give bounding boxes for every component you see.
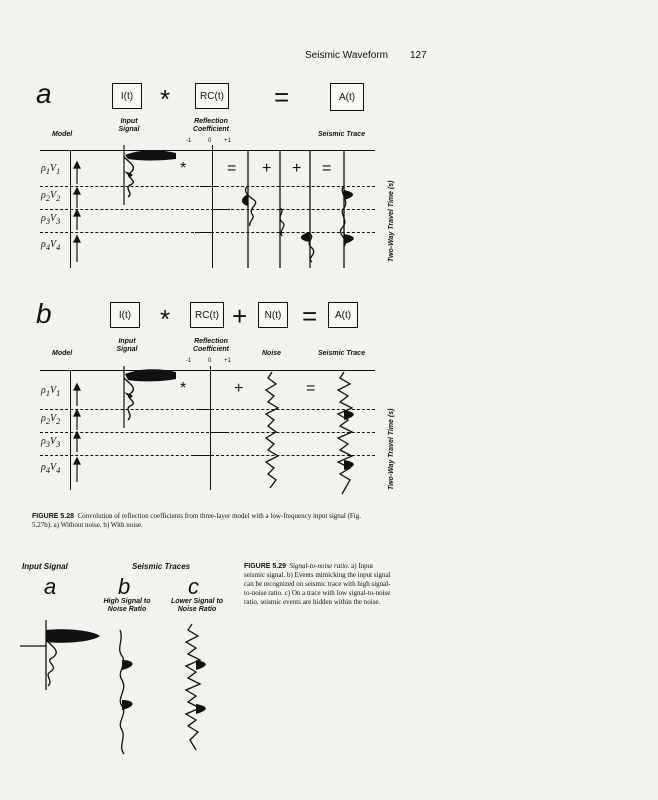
col-reflection-coefficient-b: Reflection Coefficient [192, 338, 230, 353]
model-arrows-b [72, 370, 82, 490]
col-model: Model [52, 131, 73, 138]
rc-spike-b1 [198, 409, 214, 410]
component-traces-a [240, 150, 360, 270]
caption-fig-5-28 [32, 512, 372, 530]
caption-fig-5-29 [244, 562, 394, 607]
layer-4-label: $\rho_4V_4$ [41, 239, 61, 252]
col-input-signal-b: Input Signal [116, 338, 138, 353]
rc-axis-b [210, 366, 211, 490]
panel-letter-b: b [36, 298, 52, 329]
page-number: 127 [410, 50, 427, 61]
row-op-convolve-b: * [180, 380, 187, 397]
row-op-equals-2: = [322, 160, 332, 177]
caption-5-29-text: a) Input seismic signal. b) Events mimicking the input signal can be recognized on seismic trace with high signal-to-noise ratio. c) On a trace with low signal-to-noise ratio, seismic events are hidden within the noise. [244, 562, 391, 606]
rc-scale-zero-b: 0 [208, 358, 212, 364]
output-box: A(t) [330, 83, 364, 111]
output-box-b: A(t) [328, 302, 358, 328]
rc-spike-b2 [210, 432, 228, 433]
equals-operator-b: = [302, 301, 318, 331]
col-seismic-trace-b: Seismic Trace [318, 350, 365, 357]
rc-scale-zero: 0 [208, 138, 212, 144]
col-noise: Noise [262, 350, 282, 357]
rc-scale-max: +1 [224, 138, 231, 144]
row-op-plus-2: + [292, 160, 302, 177]
rc-box-b: RC(t) [190, 302, 224, 328]
rc-scale-max-b: +1 [224, 358, 231, 364]
layer-1-label: $\rho_1V_1$ [41, 163, 61, 176]
rc-spike-b3 [194, 455, 210, 456]
fig529-letter-c: c [188, 574, 199, 599]
caption-5-29-label: FIGURE 5.29 [244, 563, 287, 570]
model-divider-b [70, 370, 71, 490]
convolve-operator-b: * [160, 304, 171, 334]
fig529-traces [20, 600, 240, 760]
input-signal-box: I(t) [112, 83, 142, 109]
layer-3-label: $\rho_3V_3$ [41, 213, 61, 226]
model-arrows-a [72, 150, 82, 268]
col-input-signal: Input Signal [118, 118, 140, 133]
row-op-plus-b: + [234, 380, 244, 397]
caption-5-29-title: Signal-to-noise ratio. [289, 562, 350, 570]
equals-operator: = [274, 82, 290, 112]
panel-letter-a: a [36, 78, 52, 109]
model-divider [70, 150, 71, 268]
col-model-b: Model [52, 350, 73, 357]
fig529-input-title: Input Signal [22, 562, 68, 571]
fig529-letter-b: b [118, 574, 131, 599]
layer-b1-label: $\rho_1V_1$ [41, 385, 61, 398]
noise-and-trace-b [260, 370, 370, 500]
row-op-convolve: * [180, 160, 187, 177]
row-op-equals-b: = [306, 380, 316, 397]
input-signal-box-b: I(t) [110, 302, 140, 328]
layer-b3-label: $\rho_3V_3$ [41, 436, 61, 449]
input-wavelet-b [100, 366, 180, 430]
input-wavelet-a [100, 145, 180, 205]
rc-spike-1 [200, 186, 216, 187]
fig529-letter-a: a [44, 574, 57, 599]
caption-5-28-label: FIGURE 5.28 [32, 513, 75, 520]
running-title: Seismic Waveform [305, 50, 388, 61]
row-op-plus-1: + [262, 160, 272, 177]
plus-operator-b: + [232, 301, 248, 331]
axis-label-a: Two-Way Travel Time (s) [388, 180, 395, 262]
layer-b2-label: $\rho_2V_2$ [41, 413, 61, 426]
col-seismic-trace: Seismic Trace [318, 131, 365, 138]
caption-5-28-text: Convolution of reflection coefficients from three-layer model with a low-frequency input signal (Fig. 5.27b). a) Without noise. b) With noise. [32, 512, 361, 529]
fig529-label-b: High Signal to Noise Ratio [103, 598, 151, 613]
layer-2-label: $\rho_2V_2$ [41, 190, 61, 203]
axis-label-b: Two-Way Travel Time (s) [388, 408, 395, 490]
rc-spike-3 [195, 232, 212, 233]
rc-spike-2 [212, 209, 230, 210]
row-op-equals-1: = [227, 160, 237, 177]
rc-box: RC(t) [195, 83, 229, 109]
rc-scale-min-b: -1 [186, 358, 192, 364]
noise-box-b: N(t) [258, 302, 288, 328]
fig529-traces-title: Seismic Traces [132, 562, 191, 571]
fig529-label-c: Lower Signal to Noise Ratio [170, 598, 224, 613]
rc-scale-min: -1 [186, 138, 192, 144]
layer-b4-label: $\rho_4V_4$ [41, 462, 61, 475]
convolve-operator: * [160, 84, 171, 114]
rc-axis-a [212, 145, 213, 268]
col-reflection-coefficient: Reflection Coefficient [192, 118, 230, 133]
